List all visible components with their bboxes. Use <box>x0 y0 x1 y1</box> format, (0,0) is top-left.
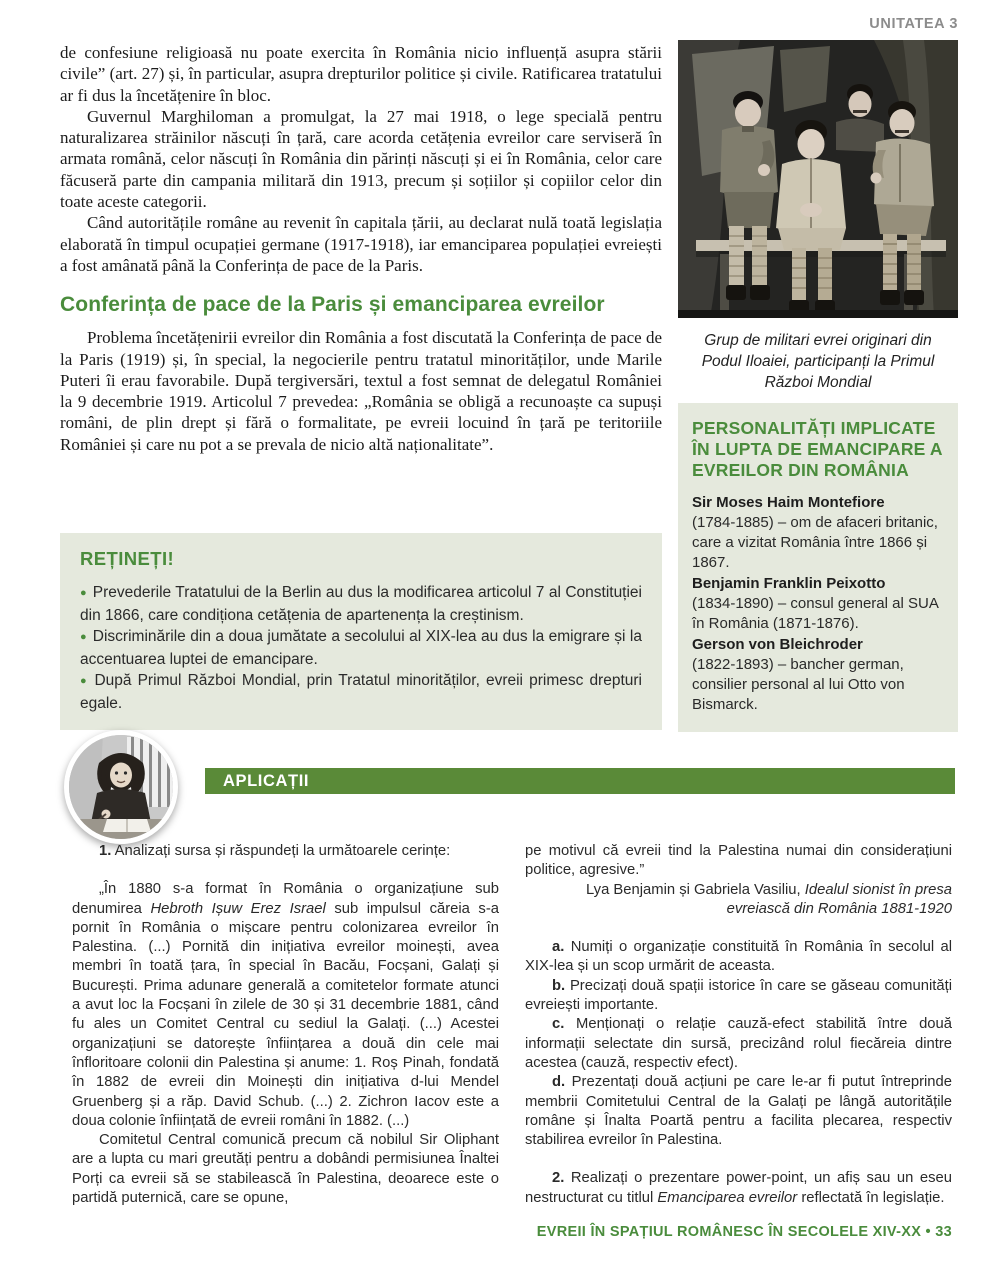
section-heading: Conferința de pace de la Paris și emanciparea evreilor <box>60 293 605 317</box>
spacer <box>525 919 952 938</box>
bullet-icon: ● <box>80 631 87 643</box>
photo-caption: Grup de militari evrei originari din Podul Iloaiei, participanți la Primul Război Mondial <box>701 332 935 391</box>
body-paragraph: Când autoritățile române au revenit în capitala țării, au declarat nulă toată legislația elaborată în timpul ocupației germane (1917-1918), iar emanciparea populației evreiești a fost amânată până la Conferința de pace de la Paris. <box>60 213 662 275</box>
body-paragraph: de confesiune religioasă nu poate exercita în România nicio influență asupra stării civile” (art. 27) și, în particular, asupra drepturilor politice și civile. Ratificarea tratatului ar fi dus la încetățenire în bloc. <box>60 43 662 105</box>
exercise-item: d. Prezentați două acțiuni pe care le-ar fi putut întreprinde membrii Comitetului Central de la Galați pe lângă autoritățile române și Înalta Poartă pentru a facilita plecarea, respectiv stabilirea evreilor în Palestina. <box>525 1074 952 1149</box>
personalities-box <box>678 403 958 732</box>
remember-bullet: ● După Primul Război Mondial, prin Tratatul minorităților, evreii primesc drepturi egale. <box>80 672 642 712</box>
personalities-box-title: PERSONALITĂȚI IMPLICATE ÎN LUPTA DE EMANCIPARE A EVREILOR DIN ROMÂNIA <box>692 418 943 480</box>
personality-entry: Sir Moses Haim Montefiore (1784-1885) – om de afaceri britanic, care a vizitat România între 1866 și 1867. <box>692 494 938 571</box>
body-paragraph: Guvernul Marghiloman a promulgat, la 27 mai 1918, o lege specială pentru naturalizarea străinilor născuți în țară, care acorda cetățenia evreilor care serviseră în armata română, celor născuți în România din părinți născuți și ei în România, celor care făcuseră parte din campania militară din 1913, precum și soțiilor și copiilor celor din toate aceste categorii. <box>60 106 662 212</box>
remember-box-title: REȚINEȚI! <box>80 548 175 569</box>
sidebar <box>678 40 958 732</box>
exercise1-prompt: 1. Analizați sursa și răspundeți la următoarele cerințe: <box>99 843 451 859</box>
remember-box <box>60 533 662 730</box>
bullet-icon: ● <box>80 675 89 687</box>
personality-entry: Gerson von Bleichroder (1822-1893) – bancher german, consilier personal al lui Otto von Bismarck. <box>692 636 905 713</box>
source-quote-continuation: pe motivul că evreii tind la Palestina numai din considerațiuni politice, agresive.” <box>525 843 952 879</box>
soldiers-photo-illustration <box>678 40 958 318</box>
essay-title: Emanciparea evreilor <box>657 1189 798 1206</box>
source-quote-paragraph: Comitetul Central comunică precum că nobilul Sir Oliphant are a lupta cu mari greutăți pentru a dobândi permisiunea Înaltei Porți ca evreii să se stabilească în Palestina, deoarece este o partidă puternică, care se opune, <box>72 1132 499 1207</box>
exercises-left-column <box>72 842 499 1208</box>
page-footer <box>537 1224 952 1240</box>
organization-name: Hebroth Ișuw Erez Israel <box>150 900 326 917</box>
exercises-right-column <box>525 842 952 1208</box>
source-attribution: Lya Benjamin și Gabriela Vasiliu, Idealul sionist în presa evreiască din România 1881-1920 <box>585 881 952 917</box>
exercise-item: a. Numiți o organizație constituită în România în secolul al XIX-lea și un scop urmărit de aceasta. <box>525 939 952 975</box>
applications-banner <box>205 768 955 794</box>
group-of-jewish-soldiers-photo <box>678 40 958 318</box>
section-paragraph: Problema încetățenirii evreilor din România a fost discutată la Conferința de pace de la Paris (1919) și, în special, la negocierile pentru tratatul minorităților, unde Marile Puteri îi erau favorabile. După tergiversări, textul a fost semnat de delegatul României la 9 decembrie 1919. Articolul 7 prevedea: „România se obligă a recunoaște ca supuși români, de plin drept și fără o formalitate, pe evreii locuind în țară pe teritoriile României și care nu pot a se prevala de nicio altă naționalitate”. <box>60 328 662 454</box>
spacer <box>525 1150 952 1169</box>
applications-banner-label: APLICAȚII <box>223 771 310 790</box>
exercises-columns <box>72 842 952 1208</box>
spacer <box>72 861 499 880</box>
personality-entry: Benjamin Franklin Peixotto (1834-1890) – consul general al SUA în România (1871-1876). <box>692 575 938 632</box>
page-number: 33 <box>935 1224 952 1240</box>
anne-frank-illustration <box>69 735 173 839</box>
unit-label: UNITATEA 3 <box>869 16 958 32</box>
source-quote-paragraph: „În 1880 s-a format în România o organizațiune sub denumirea Hebroth Ișuw Erez Israel sub impulsul căreia s-a pornit în România o mișcare pentru colonizarea evreilor în Palestina. (...) Pornită din inițiativa evreilor moinești, avea membri în toată țara, în special în Bacău, Focșani, Galați și București. Prima adunare generală a comitetelor formate atunci a avut loc la Focșani în zilele de 30 și 31 decembrie 1881, când fu ales un Comitet Central cu sediul la Galați. (...) Acestei organizațiuni se datorește înființarea a două din cele mai înfloritoare colonii din Palestina și anume: 1. Roș Pinah, fondată în 1882 de evreii din Moinești din inițiativa d-lui Mendel Gruenberg și a răp. David Schub. (...) 2. Zichron Iacov este a doua colonie înființată de evreii români în 1882. (...) <box>72 881 499 1129</box>
bullet-icon: ● <box>80 587 87 599</box>
main-text-column <box>60 42 662 455</box>
footer-separator: • <box>925 1224 931 1240</box>
remember-bullet: ● Discriminările din a doua jumătate a secolului al XIX-lea au dus la emigrare și la accentuarea luptei de emancipare. <box>80 628 642 668</box>
anne-frank-writing-photo <box>64 730 178 844</box>
work-title: Idealul sionist în presa evreiască din România 1881-1920 <box>726 881 952 917</box>
remember-bullet: ● Prevederile Tratatului de la Berlin au dus la modificarea articolul 7 al Constituției din 1866, care condiționa cetățenia de apartenența la creștinism. <box>80 584 642 624</box>
exercise2-paragraph: 2. Realizați o prezentare power-point, un afiș sau un eseu nestructurat cu titlul Emanciparea evreilor reflectată în legislație. <box>525 1170 952 1206</box>
footer-title: EVREII ÎN SPAȚIUL ROMÂNESC ÎN SECOLELE XIV-XX <box>536 1224 922 1240</box>
exercise-item: c. Menționați o relație cauză-efect stabilită între două informații selectate din sursă, precizând rolul fiecăreia dintre acestea (cauză, respectiv efect). <box>525 1016 952 1071</box>
exercise-item: b. Precizați două spații istorice în care se găseau comunități evreiești importante. <box>525 977 952 1014</box>
